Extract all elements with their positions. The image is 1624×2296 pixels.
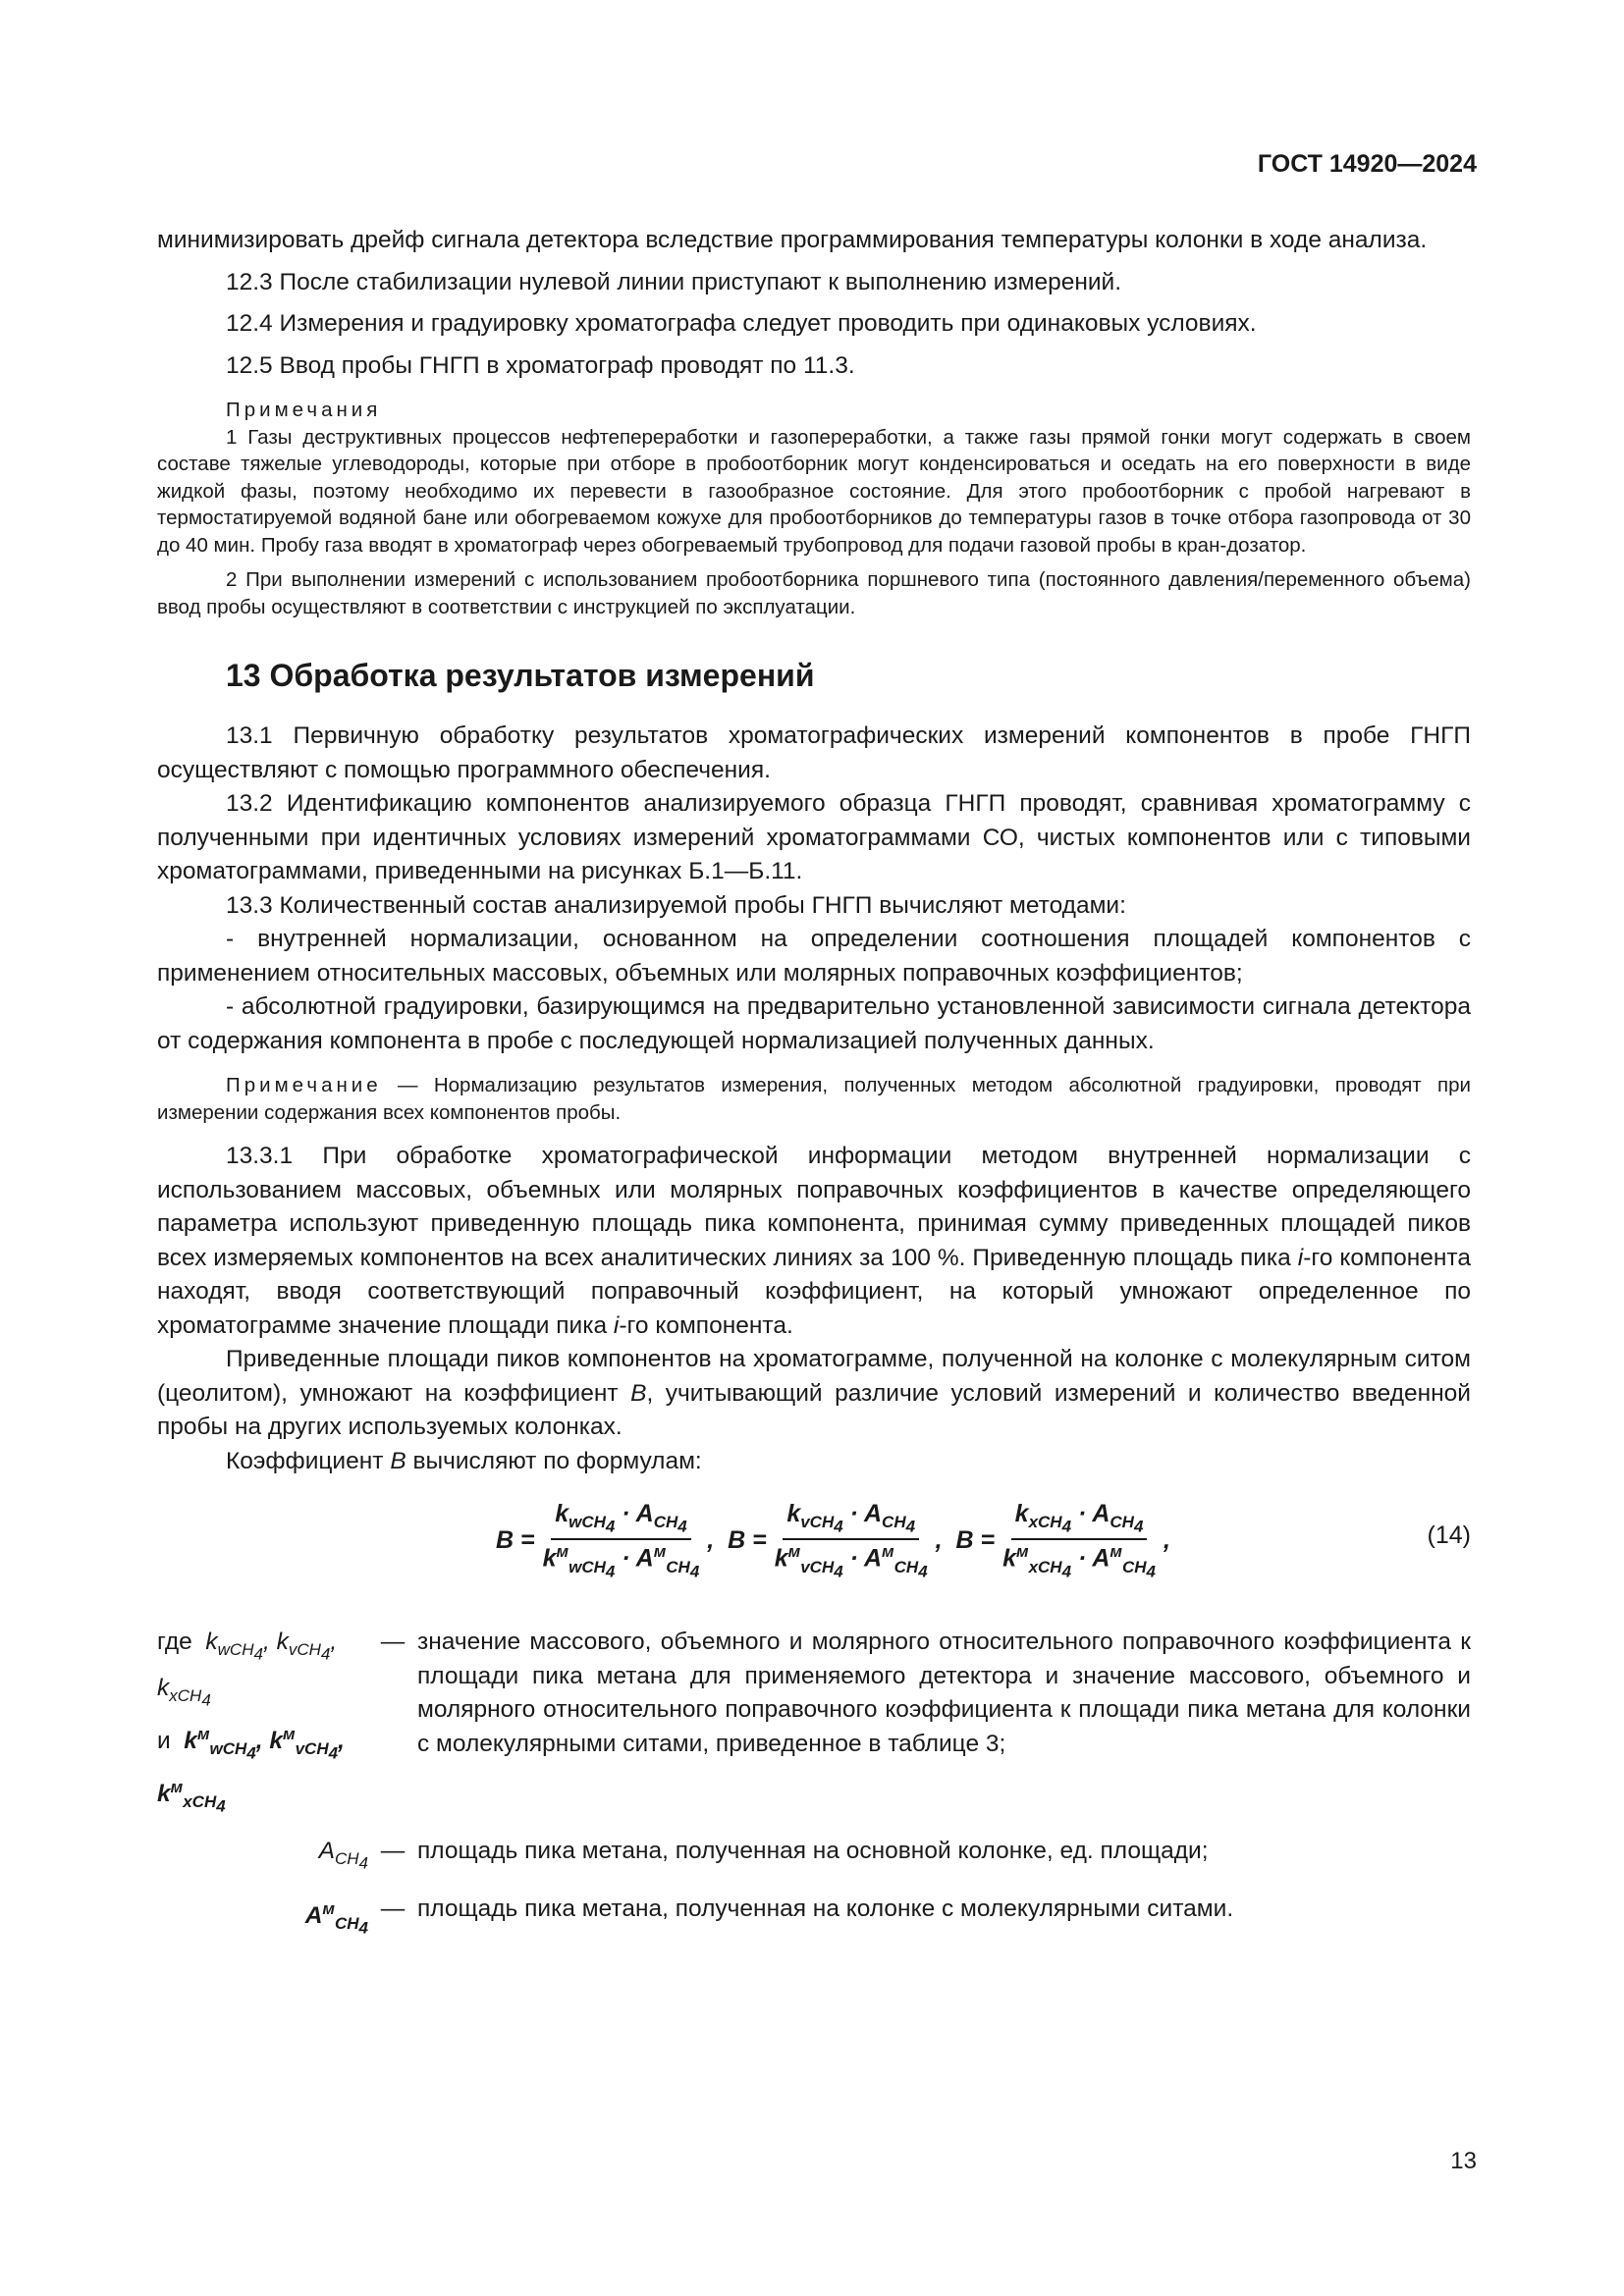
page-number: 13 [1450,2148,1477,2174]
formula-14 [157,1500,1471,1598]
document-header: ГОСТ 14920—2024 [1257,150,1477,178]
text-run-italic: i [613,1311,620,1339]
definition-area-main [157,1835,1471,1881]
paragraph-13-2: 13.2 Идентификацию компонентов анализируемого образца ГНГП проводят, сравнивая хроматограмму с полученными при идентичных условиях измерений хроматограммами СО, чистых компонентов или с типовыми хроматограммами, приведенными на рисунках Б.1—Б.11. [157,790,1471,884]
text-run-italic: B [390,1447,406,1474]
text-run-italic: i [1297,1244,1304,1271]
paragraph-12-5: 12.5 Ввод пробы ГНГП в хроматограф проводят по 11.3. [226,351,855,379]
definition-text: площадь пика метана, полученная на колонке с молекулярными ситами. [417,1896,1234,1923]
definition-coefficients [157,1626,1471,1823]
definition-area-sieve [157,1893,1471,1946]
page-content [157,224,1471,1957]
note-1: 1 Газы деструктивных процессов нефтепереработки и газопереработки, а также газы прямой гонки могут содержать в своем составе тяжелые углеводороды, которые при отборе в пробоотборник могут конденсироваться и оседать на его поверхности в виде жидкой фазы, поэтому необходимо их перевести в газообразное состояние. Для этого пробоотборник с пробой нагревают в термостатируемой водяной бане или обогреваемом кожухе для пробоотборников до температуры газов в точке отбора газопровода от 30 до 40 мин. Пробу газа вводят в хроматограф через обогреваемый трубопровод для подачи газовой пробы в кран-дозатор. [157,425,1471,557]
paragraph-12-4: 12.4 Измерения и градуировку хроматографа следует проводить при одинаковых условиях. [226,310,1257,337]
note-text: — Нормализацию результатов измерения, полученных методом абсолютной градуировки, проводят при измерении содержания всех компонентов пробы. [157,1074,1471,1124]
definition-text: площадь пика метана, полученная на основной колонке, ед. площади; [417,1838,1209,1865]
definition-symbol: где $k_{wCH_4}$, $k_{vCH_4}$, $k_{xCH_4}$ и $k^м_{wCH_4}$, $k^м_{vCH_4}$, $k^м_{xCH_4}$ [157,1629,345,1815]
equation-number: (14) [1427,1522,1471,1549]
text-run: 13.3.1 При обработке хроматографической информации методом внутренней нормализации с использованием массовых, объемных или молярных поправочных коэффициентов в качестве определяющего параметра используют приведенную площадь пика компонента, принимая сумму приведенных площадей пиков всех измеряемых компонентов на всех аналитических линиях за 100 %. Приведенную площадь пика [157,1143,1471,1271]
text-run: -го компонента. [619,1311,793,1339]
definition-dash: — [380,1896,406,1923]
paragraph-13-3-item-a: - внутренней нормализации, основанном на определении соотношения площадей компонентов с применением относительных массовых, объемных или молярных поправочных коэффициентов; [157,926,1471,987]
text-run: , учитывающий различие условий измерений и количество введенной пробы на других используемых колонках. [157,1379,1471,1440]
text-run: -го компонента находят, вводя соответствующий поправочный коэффициент, на который умножают определенное по хроматограмме значение площади пика [157,1244,1471,1339]
paragraph-13-3-1 [157,1140,1471,1343]
text-run: Приведенные площади пиков компонентов на хроматограмме, полученной на колонке с молекулярным ситом (цеолитом), умножают на коэффициент [157,1346,1471,1407]
paragraph-continuation: минимизировать дрейф сигнала детектора вследствие программирования температуры колонки в ходе анализа. [157,227,1428,253]
text-run: вычисляют по формулам: [406,1447,702,1474]
notes-title: Примечания [226,399,382,421]
paragraph-13-1: 13.1 Первичную обработку результатов хроматографических измерений компонентов в пробе ГНГП осуществляют с помощью программного обеспечения. [157,722,1471,783]
definition-dash: — [380,1629,406,1655]
paragraph-13-3-item-b: - абсолютной градуировки, базирующимся на предварительно установленной зависимости сигнала детектора от содержания компонента в пробе с последующей нормализацией полученных данных. [157,993,1471,1054]
definition-dash: — [380,1838,406,1865]
definition-symbol: $A_{CH_4}$ [318,1838,368,1873]
note-2: 2 При выполнении измерений с использованием пробоотборника поршневого типа (постоянного давления/переменного объема) ввод пробы осуществляют в соответствии с инструкцией по эксплуатации. [157,568,1471,618]
definition-symbol: $A^м_{CH_4}$ [304,1899,368,1938]
fraction-v: $\frac{k_{vCH_4} \cdot A_{CH_4}}{k^м_{vCH_4} \cdot A^м_{CH_4}}$ [774,1500,928,1581]
fraction-x: $\frac{k_{xCH_4} \cdot A_{CH_4}}{k^м_{xCH_4} \cdot A^м_{CH_4}}$ [1002,1500,1157,1581]
paragraph-12-3: 12.3 После стабилизации нулевой линии приступают к выполнению измерений. [226,268,1122,295]
where-label: где [157,1629,192,1655]
note-normalization [157,1072,1471,1126]
text-run-italic: B [630,1379,647,1407]
and-label: и [157,1727,171,1754]
note-label: Примечание [226,1074,382,1096]
definition-text: значение массового, объемного и молярного относительного поправочного коэффициента к площади пика метана для применяемого детектора и значение массового, объемного и молярного относительного поправочного коэффициента к площади пика метана для колонки с молекулярными ситами, приведенное в таблице 3; [417,1629,1471,1757]
paragraph-coefficient-b [157,1445,1471,1479]
definitions-list [157,1626,1471,1946]
fraction-w: $\frac{k_{wCH_4} \cdot A_{CH_4}}{k^м_{wCH_4} \cdot A^м_{CH_4}}$ [542,1500,700,1581]
section-heading-13: 13 Обработка результатов измерений [226,658,815,693]
paragraph-reduced-areas [157,1343,1471,1445]
paragraph-13-3: 13.3 Количественный состав анализируемой пробы ГНГП вычисляют методами: [226,891,1126,919]
text-run: Коэффициент [226,1447,391,1474]
formula-expression: B = $\frac{k_{wCH_4} \cdot A_{CH_4}}{k^м_{wCH_4} \cdot A^м_{CH_4}}$ , B = $\frac{k_{vCH_4} \cdot A_{CH_4}}{k^м_{vCH_4} \cdot A^м_{CH_4}}$ , B = $\frac{k_{xCH_4} \cdot A_{CH_4}}{k^м_{xCH_4} \cdot A^м_{CH_4}}$ , [496,1500,1170,1581]
